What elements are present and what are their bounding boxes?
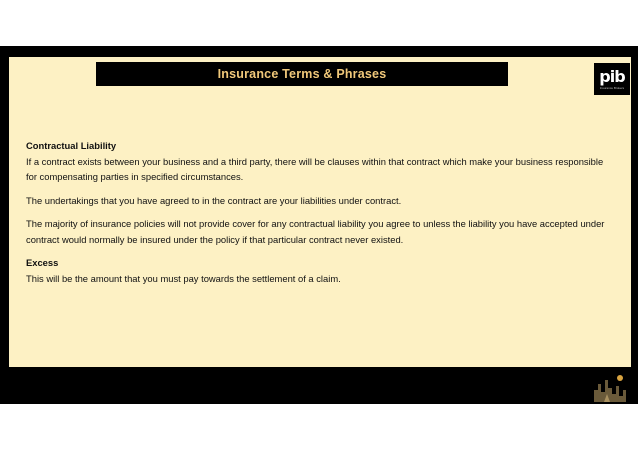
terms-content [26, 138, 616, 294]
logo-tagline: Insurance Brokers [599, 85, 625, 90]
term-paragraph: The majority of insurance policies will not provide cover for any contractual liability you agree to unless the liability you have accepted under contract would normally be insured under the policy if that particular contract never existed. [26, 218, 605, 245]
logo-mark: pib [599, 66, 625, 86]
pib-logo [594, 63, 630, 95]
term-paragraph: If a contract exists between your business and a third party, there will be clauses within that contract which make your business responsible for compensating parties in specified circumstances. [26, 155, 604, 182]
slide-title: Insurance Terms & Phrases [96, 62, 508, 86]
term-heading: Contractual Liability [26, 140, 117, 151]
term-paragraph: The undertakings that you have agreed to in the contract are your liabilities under contract. [26, 194, 402, 206]
term-contractual-liability [26, 138, 616, 185]
term-paragraph: This will be the amount that you must pay towards the settlement of a claim. [26, 272, 341, 284]
term-excess [26, 255, 616, 286]
term-heading: Excess [26, 257, 59, 268]
skyline-emblem-icon [590, 372, 630, 402]
